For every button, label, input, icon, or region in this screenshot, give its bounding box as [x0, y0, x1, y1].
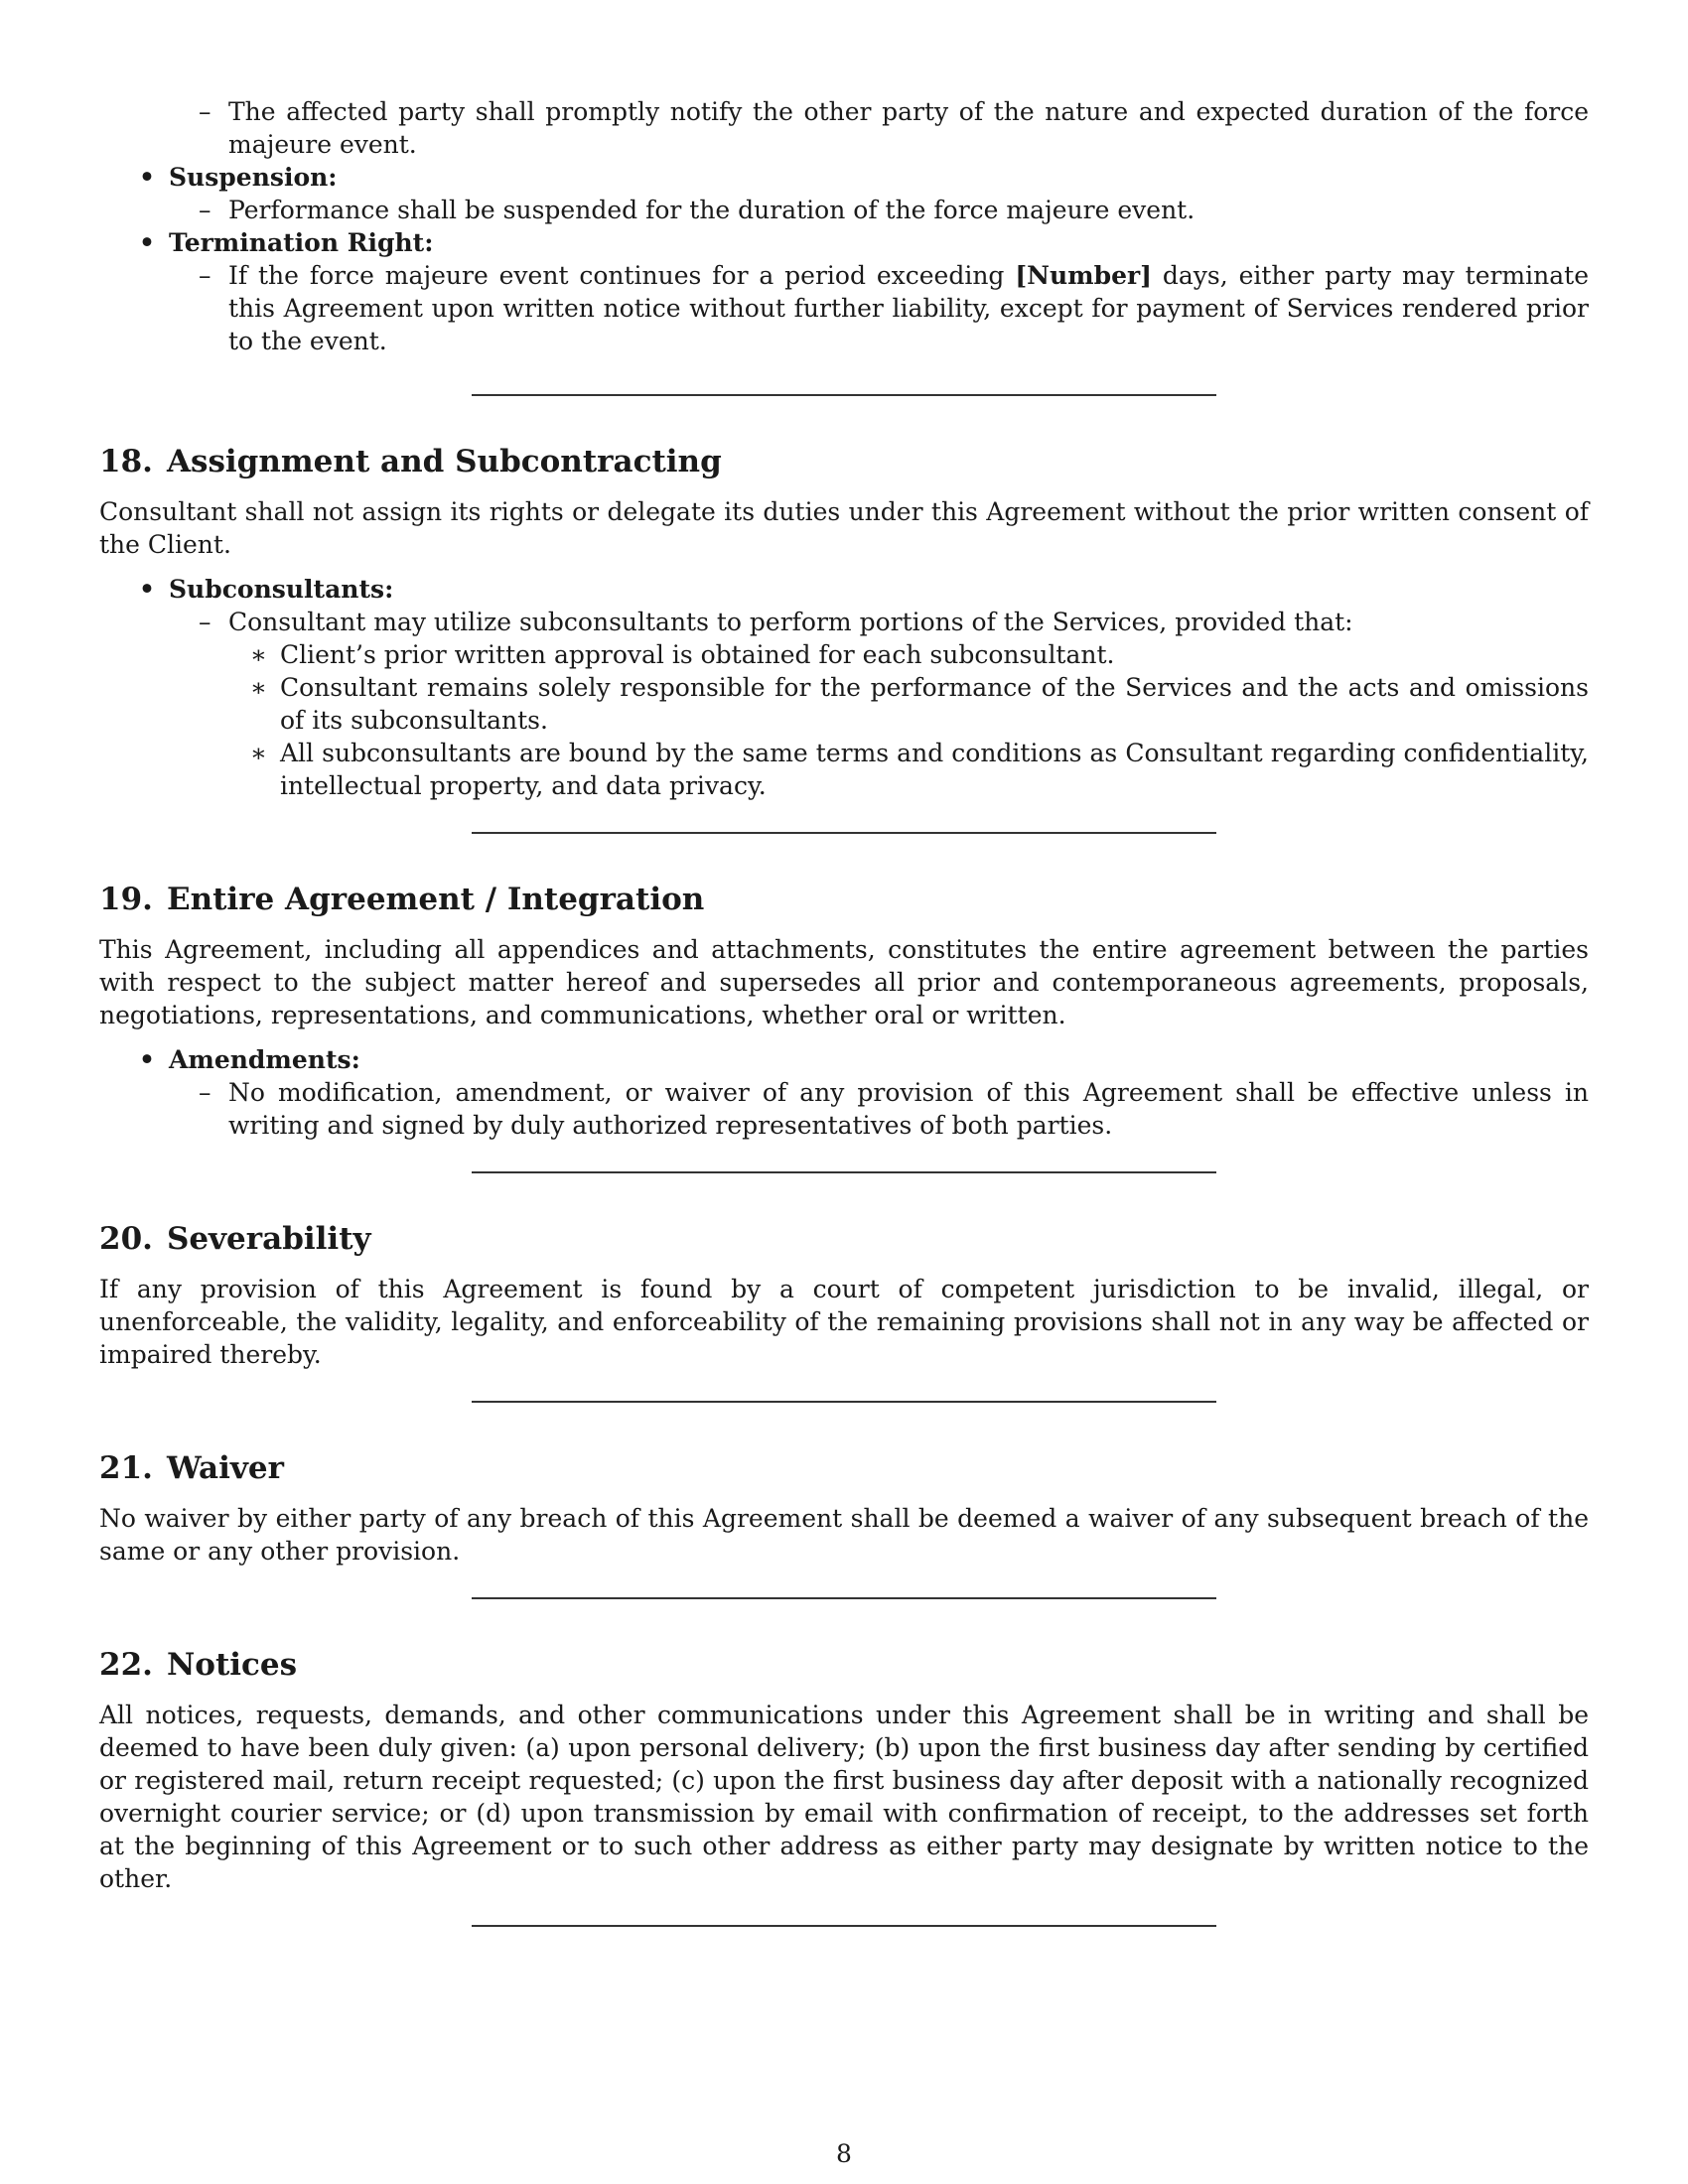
- amendments-label: Amendments:: [169, 1045, 360, 1074]
- section-22: [99, 1645, 1589, 1927]
- section-title: Waiver: [166, 1450, 284, 1486]
- suspension-sublist: [99, 194, 1589, 226]
- subconsultants-label: Subconsultants:: [169, 575, 394, 604]
- section-number: 20.: [99, 1221, 153, 1257]
- condition-item: ∗ Consultant remains solely responsible for the performance of the Services and the acts and omissions of its subconsultants.: [99, 671, 1589, 737]
- section-18-bullets: [99, 573, 1589, 802]
- section-body: All notices, requests, demands, and other communications under this Agreement shall be in writing and shall be deemed to have been duly given: (a) upon personal delivery; (b) upon the first business day after sending by certified or registered mail, return receipt requested; (c) upon the first business day after deposit with a nationally recognized overnight courier service; or (d) upon transmission by email with confirmation of receipt, to the addresses set forth at the beginning of this Agreement or to such other address as either party may designate by written notice to the other.: [99, 1701, 1589, 1893]
- termination-text-post: days, either party may terminate this Agreement upon written notice without further liability, except for payment of Services rendered prior to the event.: [228, 261, 1589, 355]
- list-item: [99, 606, 1589, 802]
- list-item-termination: [99, 226, 1589, 357]
- subconsultants-text: Consultant may utilize subconsultants to perform portions of the Services, provided that:: [228, 608, 1353, 636]
- section-divider: [472, 1925, 1216, 1927]
- section-19-bullets: [99, 1043, 1589, 1142]
- section-number: 18.: [99, 444, 153, 479]
- section-title: Severability: [166, 1221, 371, 1257]
- section-body: If any provision of this Agreement is found by a court of competent jurisdiction to be invalid, illegal, or unenforceable, the validity, legality, and enforceability of the remaining provisions shall not in any way be affected or impaired thereby.: [99, 1275, 1589, 1369]
- section-divider: [472, 1597, 1216, 1599]
- condition-item: ∗ Client’s prior written approval is obtained for each subconsultant.: [99, 638, 1589, 671]
- termination-text-pre: If the force majeure event continues for a period exceeding: [228, 261, 1016, 290]
- page-number: 8: [836, 2139, 852, 2168]
- section-heading: [99, 1645, 1589, 1685]
- section-number: 19.: [99, 882, 153, 917]
- section-title: Assignment and Subcontracting: [166, 444, 722, 479]
- section-20: [99, 1219, 1589, 1403]
- list-item: – Performance shall be suspended for the duration of the force majeure event.: [99, 194, 1589, 226]
- condition-item: ∗ All subconsultants are bound by the same terms and conditions as Consultant regarding confidentiality, intellectual property, and data privacy.: [99, 737, 1589, 802]
- number-placeholder: [Number]: [1015, 261, 1153, 290]
- list-item: – The affected party shall promptly notify the other party of the nature and expected duration of the force majeure event.: [99, 95, 1589, 161]
- section-divider: [472, 832, 1216, 834]
- section-number: 21.: [99, 1450, 153, 1486]
- list-item-subconsultants: [99, 573, 1589, 802]
- section-19: [99, 880, 1589, 1173]
- document-page: [99, 95, 1589, 1927]
- force-majeure-continued-list: [99, 95, 1589, 161]
- list-item: [99, 259, 1589, 357]
- list-item: – No modification, amendment, or waiver of any provision of this Agreement shall be effective unless in writing and signed by duly authorized representatives of both parties.: [99, 1076, 1589, 1142]
- amendments-sublist: [99, 1076, 1589, 1142]
- section-heading: [99, 1219, 1589, 1259]
- section-body: Consultant shall not assign its rights or delegate its duties under this Agreement without the prior written consent of the Client.: [99, 497, 1589, 559]
- list-item-amendments: [99, 1043, 1589, 1142]
- section-heading: [99, 442, 1589, 481]
- subconsultants-sublist: [99, 606, 1589, 802]
- section-number: 22.: [99, 1647, 153, 1683]
- suspension-label: Suspension:: [169, 163, 338, 192]
- section-divider: [472, 1171, 1216, 1173]
- section-divider: [472, 394, 1216, 396]
- section-body: No waiver by either party of any breach of this Agreement shall be deemed a waiver of any subsequent breach of the same or any other provision.: [99, 1504, 1589, 1566]
- section-divider: [472, 1401, 1216, 1403]
- termination-label: Termination Right:: [169, 228, 434, 257]
- section-body: This Agreement, including all appendices and attachments, constitutes the entire agreement between the parties with respect to the subject matter hereof and supersedes all prior and contemporaneous agreements, proposals, negotiations, representations, and communications, whether oral or written.: [99, 935, 1589, 1029]
- section-18: [99, 442, 1589, 834]
- section-title: Notices: [166, 1647, 298, 1683]
- termination-sublist: [99, 259, 1589, 357]
- section-heading: [99, 1448, 1589, 1488]
- section-title: Entire Agreement / Integration: [166, 882, 705, 917]
- conditions-list: [99, 638, 1589, 802]
- section-21: [99, 1448, 1589, 1599]
- section-heading: [99, 880, 1589, 919]
- force-majeure-bullets: [99, 161, 1589, 357]
- list-item-suspension: [99, 161, 1589, 226]
